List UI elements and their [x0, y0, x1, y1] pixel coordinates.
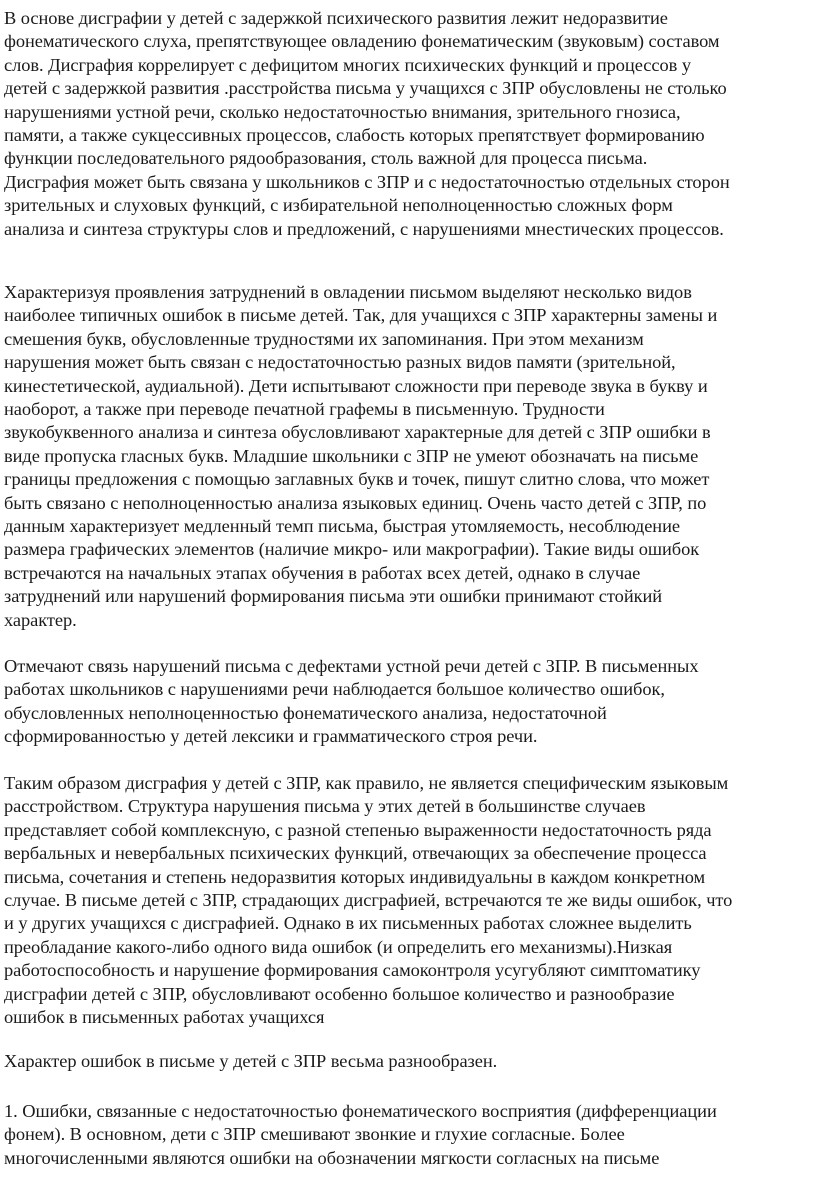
- list-item-phonematic-errors: 1. Ошибки, связанные с недостаточностью фонематического восприятия (дифференциации фонем). В основном, дети с ЗПР смешивают звонкие и глухие согласные. Более многочисленными являются ошибки на обозначении мягкости согласных на письме: [4, 1101, 717, 1168]
- paragraph-conclusion: Таким образом дисграфия у детей с ЗПР, как правило, не является специфическим языковым расстройством. Структура нарушения письма у этих детей в большинстве случаев представляет собой комплексную, с разной степенью выраженности недостаточность ряда вербальных и невербальных психических функций, отвечающих за обеспечение процесса письма, сочетания и степень недоразвития которых индивидуальны в каждом конкретном случае. В письме детей с ЗПР, страдающих дисграфией, встречаются те же виды ошибок, что и у других учащихся с дисграфией. Однако в их письменных работах сложнее выделить преобладание какого-либо одного вида ошибок (и определить его механизмы).Низкая работоспособность и нарушение формирования самоконтроля усугубляют симптоматику дисграфии детей с ЗПР, обусловливают особенно большое количество и разнообразие ошибок в письменных работах учащихся: [4, 773, 733, 1028]
- paragraph-dysgraphia-basis: В основе дисграфии у детей с задержкой психического развития лежит недоразвитие фонематического слуха, препятствующее овладению фонематическим (звуковым) составом слов. Дисграфия коррелирует с дефицитом многих психических функций и процессов у детей с задержкой развития .расстройства письма у учащихся с ЗПР обусловлены не столько нарушениями устной речи, сколько недостаточностью внимания, зрительного гнозиса, памяти, а также сукцессивных процессов, слабость которых препятствует формированию функции последовательного рядообразования, столь важной для процесса письма. Дисграфия может быть связана у школьников с ЗПР и с недостаточностью отдельных сторон зрительных и слуховых функций, с избирательной неполноценностью сложных форм анализа и синтеза структуры слов и предложений, с нарушениями мнестических процессов.: [4, 8, 730, 239]
- paragraph-speech-defects: Отмечают связь нарушений письма с дефектами устной речи детей с ЗПР. В письменных работах школьников с нарушениями речи наблюдается большое количество ошибок, обусловленных неполноценностью фонематического анализа, недостаточной сформированностью у детей лексики и грамматического строя речи.: [4, 656, 699, 747]
- paragraph-typical-errors: Характеризуя проявления затруднений в овладении письмом выделяют несколько видов наиболее типичных ошибок в письме детей. Так, для учащихся с ЗПР характерны замены и смешения букв, обусловленные трудностями их запоминания. При этом механизм нарушения может быть связан с недостаточностью разных видов памяти (зрительной, кинестетической, аудиальной). Дети испытывают сложности при переводе звука в букву и наоборот, а также при переводе печатной графемы в письменную. Трудности звукобуквенного анализа и синтеза обусловливают характерные для детей с ЗПР ошибки в виде пропуска гласных букв. Младшие школьники с ЗПР не умеют обозначать на письме границы предложения с помощью заглавных букв и точек, пишут слитно слова, что может быть связано с неполноценностью анализа языковых единиц. Очень часто детей с ЗПР, по данным характеризует медленный темп письма, быстрая утомляемость, несоблюдение размера графических элементов (наличие микро- или макрографии). Такие виды ошибок встречаются на начальных этапах обучения в работах всех детей, однако в случае затруднений или нарушений формирования письма эти ошибки принимают стойкий характер.: [4, 282, 718, 630]
- paragraph-error-types-intro: Характер ошибок в письме у детей с ЗПР весьма разнообразен.: [4, 1051, 498, 1071]
